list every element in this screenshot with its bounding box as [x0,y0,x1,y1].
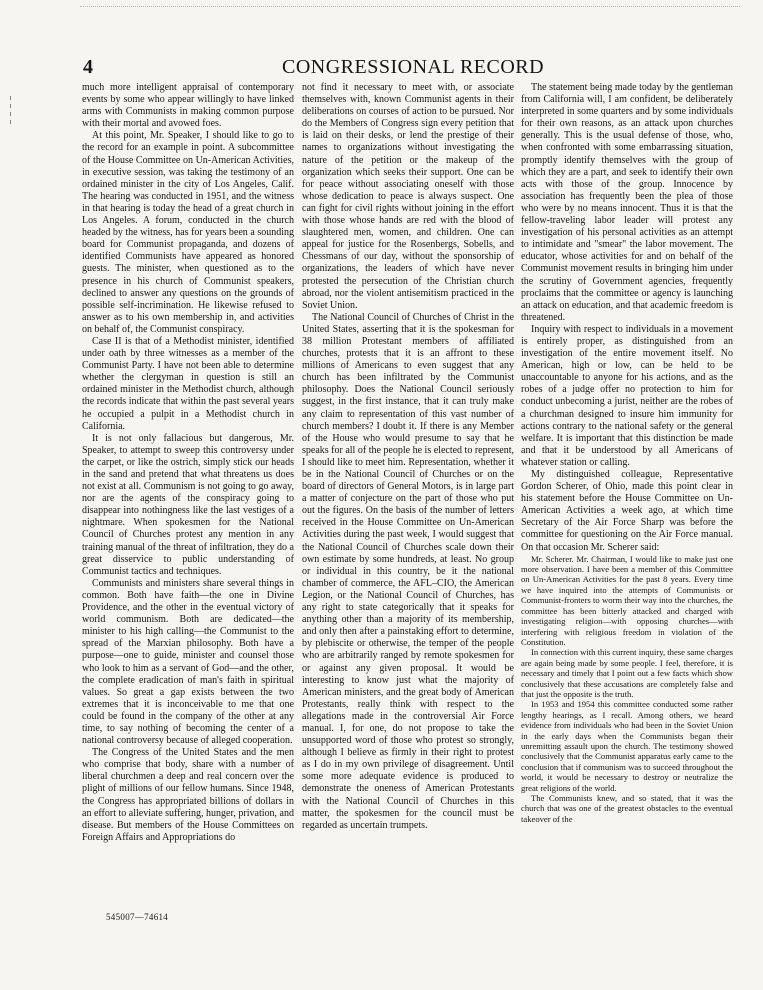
paragraph: My distinguished colleague, Representative Gordon Scherer, of Ohio, made this point clear in his statement before the House Committee on Un-American Activities a week ago, at which time Secretary of the Air Force Sharp was before the committee for questioning on the Air Force manual. On that occasion Mr. Scherer said: [521,469,733,553]
paragraph: The statement being made today by the gentleman from California will, I am confident, be deliberately interpreted in some quarters and by some individuals for their own reasons, as an attack upon churches generally. This is the usual defense of those, who, when confronted with some embarrassing situation, promptly identify themselves with the group of which they are a part, and seek to identify their own acts with those of the group. Innocence by association has frequently been the plea of those who were by no means innocent. Thus it is that the fellow-traveling labor leader will protest any investigation of his personal activities as an attempt to intimidate and "smear" the labor movement. The educator, whose activities for and on behalf of the Communist movement results in bringing him under the scrutiny of Government agencies, frequently proclaims that the committee or agency is launching an attack on education, and that academic freedom is threatened. [521,82,733,323]
paragraph: Mr. Scherer. Mr. Chairman, I would like to make just one more observation. I have been a member of this Committee on Un-American Activities for the past 8 years. Every time we have inquired into the attempts of Communists or Communist-fronters to worm their way into the churches, the committee has been bitterly attacked and charged with investigating religion—with opposing churches—with interfering with religious freedom in violation of the Constitution. [521,553,733,647]
edge-mark [10,120,11,124]
paragraph: At this point, Mr. Speaker, I should like to go to the record for an example in point. A subcommittee of the House Committee on Un-American Activities, in executive session, was taking the testimony of an ordained minister in the city of Los Angeles, Calif. The hearing was conducted in 1951, and the witness in that hearing is today the head of a great church in Los Angeles. A forum, conducted in the church headed by the witness, has for years been a sounding board for Communist propaganda, and dozens of identified Communists have appeared as honored guests. The minister, when questioned as to the presence in his church of Communist speakers, declined to answer any questions on the grounds of possible self-incrimination. He likewise refused to answer as to his own membership in, and activities on behalf of, the Communist conspiracy. [82,130,294,335]
paragraph: not find it necessary to meet with, or associate themselves with, known Communist agents in their deliberations on courses of action to be pursued. Nor do the Members of Congress sign every petition that is laid on their desks, or lend the prestige of their names to organizations without investigating the nature of the petition or the makeup of the organization which seeks their support. One can be for peace without associating oneself with those whose dedication to peace is always suspect. One can fight for civil rights without joining in the effort with those whose hands are red with the blood of slaughtered men, women, and children. One can appeal for justice for the Rosenbergs, Sobells, and Chessmans of our day, without the sponsorship of organizations, the leaders of which have never protested the persecution of the Christian church abroad, nor the violent antisemitism practiced in the Soviet Union. [302,82,514,311]
text-column-1 [82,82,294,902]
paragraph: The National Council of Churches of Christ in the United States, asserting that it is the spokesman for 38 million Protestant members of affiliated churches, protests that it is an affront to these millions of Americans to even suggest that any church has been infiltrated by the Communist philosophy. Does the National Council seriously suggest, in the first instance, that it can truly make any claim to representation of this vast number of church members? I doubt it. If there is any Member of the House who would presume to say that he speaks for all of the people he is elected to represent, I should like to meet him. Representation, whether it be in the National Council of Churches or on the board of directors of General Motors, is in large part a matter of conjecture on the part of those who put out the figures. On the basis of the number of letters received in the House Committee on Un-American Activities during the past week, I would suggest that the National Council of Churches scale down their own estimate by some hundreds, at least. No group or individual in this country, be it the national chamber of commerce, the AFL–CIO, the American Legion, or the National Council of Churches, has any right to state categorically that it speaks for anything other than a majority of its membership, and only then after a painstaking effort to determine, by plebiscite or otherwise, the temper of the people who are arbitrarily ranged by remote spokesmen for or against any given proposal. It would be interesting to know just what the majority of American ministers, and the great body of American Protestants, really think with respect to the allegations made in the controversial Air Force manual. I, for one, do not propose to take the unsupported word of those who protest so strongly, although I believe as firmly in their right to protest as I do in my own privilege of disagreement. Until some more adequate evidence is produced to demonstrate the oneness of American Protestants with the National Council of Churches in this matter, the spokesmen for the council must be regarded as uncertain trumpets. [302,311,514,831]
edge-mark [10,112,11,116]
edge-mark [10,96,11,100]
paragraph: The Congress of the United States and the men who comprise that body, share with a number of liberal churchmen a deep and real concern over the plight of millions of our fellow humans. Since 1948, the Congress has appropriated billions of dollars in an effort to alleviate suffering, hunger, privation, and disease. But members of the House Committees on Foreign Affairs and Appropriations do [82,747,294,843]
paragraph: much more intelligent appraisal of contemporary events by some who appear willingly to have linked arms with Communists in making common purpose with their mortal and avowed foes. [82,82,294,130]
paragraph: Communists and ministers share several things in common. Both have faith—the one in Divine Providence, and the other in the eventual victory of world communism. Both are dedicated—the minister to his high calling—the Communist to the spread of the Marxian philosophy. Both have a purpose—one to guide, minister and counsel those who look to him as a servant of God—and the other, the complete eradication of man's faith in spiritual values. So great a gap exists between the two extremes that it is inconceivable to me that one could be found in the company of the other at any time, to say nothing of becoming the center of a national controversy because of alleged cooperation. [82,577,294,747]
paragraph: In 1953 and 1954 this committee conducted some rather lengthy hearings, as I recall. Among others, we heard evidence from individuals who had been in the Soviet Union in the early days when the Communists began their unremitting assault upon the church. The testimony showed conclusively that the Communist apparatus early came to the conclusion that if communism was to succeed throughout the world, it would be necessary to destroy or neutralize the great religions of the world. [521,699,733,793]
text-column-2 [302,82,514,902]
paragraph: Inquiry with respect to individuals in a movement is entirely proper, as distinguished from an investigation of the entire movement itself. No American, high or low, can be held to be unaccountable to anyone for his actions, and as the robes of a judge offer no protection to him for conduct unbecoming a jurist, neither are the robes of a churchman designed to insure him immunity for actions contrary to the national safety or the general welfare. It is important that this distinction be made and that it be understood by all Americans of whatever station or calling. [521,323,733,468]
paragraph: Case II is that of a Methodist minister, identified under oath by three witnesses as a member of the Communist Party. I have not been able to determine whether the clergyman in question is still an ordained minister in the Methodist church, although the records indicate that within the past several years he occupied a pulpit in a Methodist church in California. [82,335,294,432]
paragraph: It is not only fallacious but dangerous, Mr. Speaker, to attempt to sweep this controversy under the carpet, or like the ostrich, simply stick our heads in the sand and pretend that what threatens us does not exist at all. Communism is not going to go away, nor are the agents of the conspiracy going to disappear into nothingness like the last vestiges of a nightmare. When spokesmen for the National Council of Churches protest any mention in any training manual of the threat of infiltration, they do a great disservice to public understanding of Communist tactics and techniques. [82,432,294,577]
edge-mark [10,104,11,108]
text-column-3 [521,82,733,902]
paragraph: In connection with this current inquiry, these same charges are again being made by some people. I feel, therefore, it is necessary and timely that I point out a few facts which show conclusively that these accusations are completely false and that just the opposite is the truth. [521,647,733,699]
paragraph: The Communists knew, and so stated, that it was the church that was one of the greatest obstacles to the eventual takeover of the [521,793,733,824]
print-code: 545007—74614 [106,912,169,922]
running-title: CONGRESSIONAL RECORD [282,56,545,78]
page-number: 4 [83,56,93,78]
page-top-rule [80,6,740,7]
